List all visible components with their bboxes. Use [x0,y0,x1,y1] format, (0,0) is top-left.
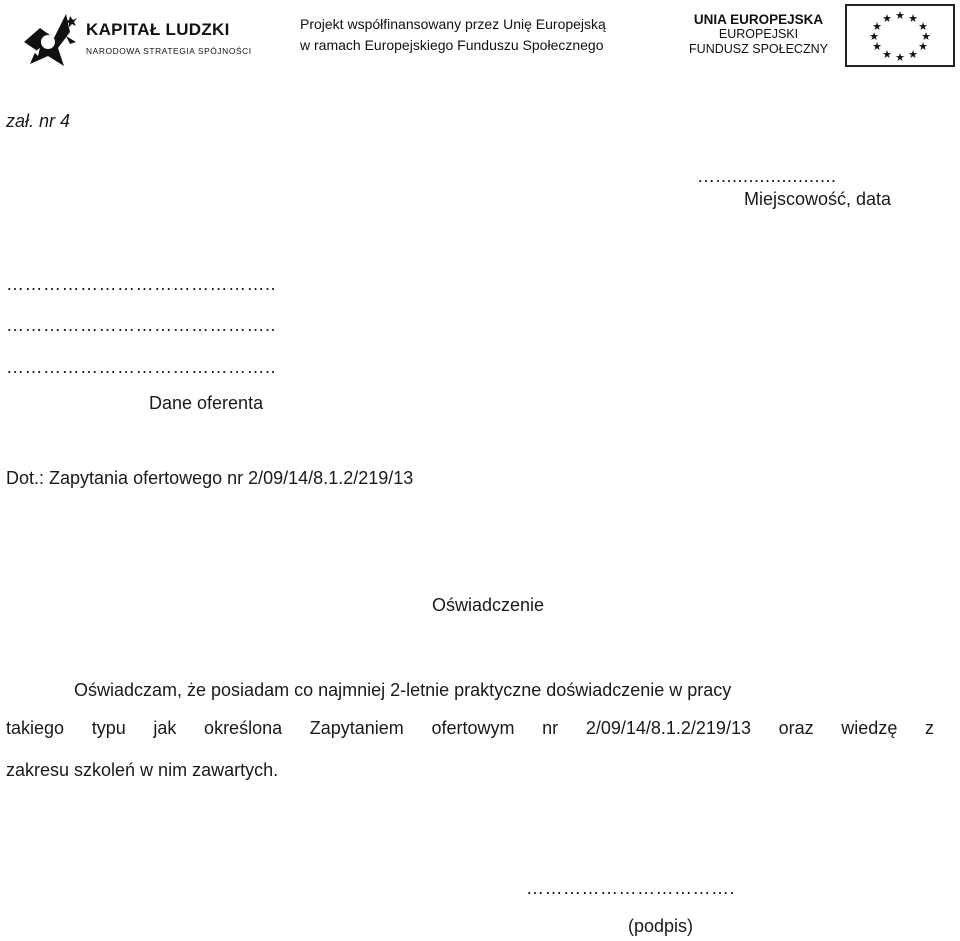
project-line-1: Projekt współfinansowany przez Unię Europejską [300,16,606,32]
body-line-2: takiego typu jak określona Zapytaniem ofertowym nr 2/09/14/8.1.2/219/13 oraz wiedzę z [6,718,934,738]
place-date-label: Miejscowość, data [744,189,892,209]
project-funding-note [300,14,606,56]
attachment-number: zał. nr 4 [6,111,71,131]
signature-dots: ……………………………. [526,878,736,898]
eu-line-2: EUROPEJSKI [718,27,799,41]
place-date-dots: …...................... [697,166,837,186]
eu-line-1: UNIA EUROPEJSKA [693,12,824,27]
svg-text:★: ★ [921,30,931,43]
svg-text:★: ★ [918,20,928,33]
offeror-dots-line-2: …………………………………….. [6,315,277,335]
svg-text:★: ★ [895,51,905,64]
kapital-ludzki-subtitle: NARODOWA STRATEGIA SPÓJNOŚCI [86,46,252,56]
project-line-2: w ramach Europejskiego Funduszu Społecznego [300,37,604,53]
svg-text:★: ★ [918,40,928,53]
body-line-3: zakresu szkoleń w nim zawartych. [6,760,279,780]
svg-text:★: ★ [908,12,918,25]
svg-text:★: ★ [882,12,892,25]
body-line-1: Oświadczam, że posiadam co najmniej 2-letnie praktyczne doświadczenie w pracy [74,680,732,700]
signature-label: (podpis) [628,916,694,936]
eu-stars-icon [847,6,953,65]
eu-fund-text [686,12,831,57]
svg-text:★: ★ [872,40,882,53]
svg-text:★: ★ [895,9,905,22]
offeror-label: Dane oferenta [149,393,264,413]
svg-text:★: ★ [869,30,879,43]
document-title: Oświadczenie [432,595,545,615]
svg-text:★: ★ [882,48,892,61]
svg-text:★: ★ [908,48,918,61]
reference-line: Dot.: Zapytania ofertowego nr 2/09/14/8.1.2/219/13 [6,468,414,488]
svg-text:★: ★ [872,20,882,33]
kapital-ludzki-logo [20,8,255,70]
kapital-ludzki-emblem-icon [20,8,82,70]
kapital-ludzki-title: KAPITAŁ LUDZKI [86,20,230,39]
offeror-dots-line-1: …………………………………….. [6,274,277,294]
offeror-dots-line-3: …………………………………….. [6,357,277,377]
eu-flag-logo [845,4,955,67]
eu-line-3: FUNDUSZ SPOŁECZNY [689,42,828,56]
